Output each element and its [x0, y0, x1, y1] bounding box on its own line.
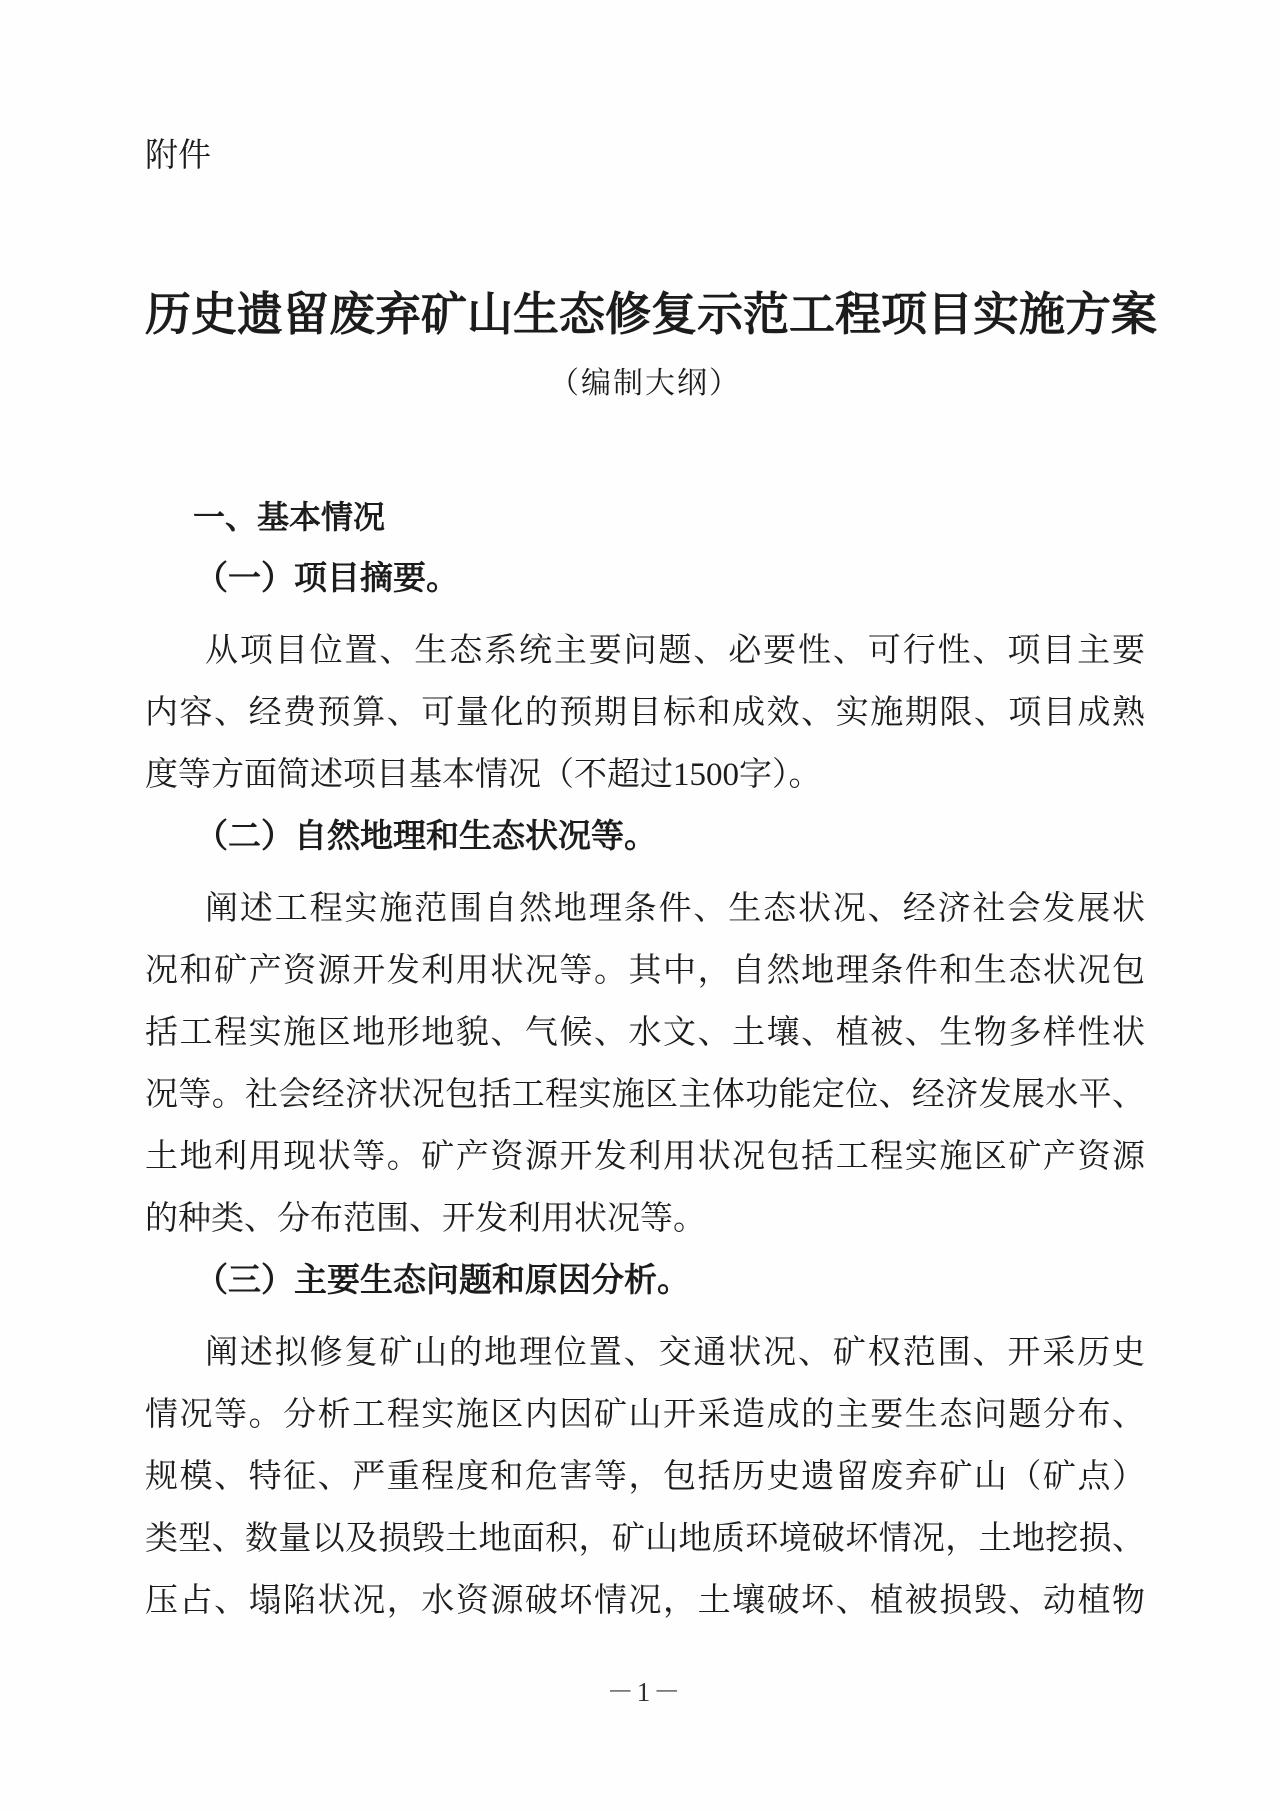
paragraph-geography-ecology: [145, 878, 1145, 1250]
subsection-heading-project-summary: （一）项目摘要。: [195, 561, 459, 597]
paragraph-line: 括工程实施区地形地貌、气候、水文、土壤、植被、生物多样性状: [145, 1015, 1145, 1051]
paragraph-project-summary: [145, 620, 1145, 806]
paragraph-line: 况和矿产资源开发利用状况等。其中，自然地理条件和生态状况包: [145, 953, 1145, 989]
paragraph-line: 的种类、分布范围、开发利用状况等。: [145, 1201, 706, 1237]
paragraph-line: 从项目位置、生态系统主要问题、必要性、可行性、项目主要: [205, 633, 1145, 669]
paragraph-line: 土地利用现状等。矿产资源开发利用状况包括工程实施区矿产资源: [145, 1139, 1145, 1175]
document-body: [145, 486, 1145, 1632]
attachment-label: 附件: [145, 138, 211, 174]
paragraph-line: 阐述拟修复矿山的地理位置、交通状况、矿权范围、开采历史: [205, 1335, 1145, 1371]
paragraph-line: 内容、经费预算、可量化的预期目标和成效、实施期限、项目成熟: [145, 695, 1145, 731]
paragraph-line: 度等方面简述项目基本情况（不超过1500字）。: [145, 757, 822, 793]
section-heading-basic-situation: 一、基本情况: [193, 499, 386, 535]
paragraph-ecological-problems: [145, 1322, 1145, 1632]
paragraph-line: 况等。社会经济状况包括工程实施区主体功能定位、经济发展水平、: [145, 1077, 1145, 1113]
document-title: 历史遗留废弃矿山生态修复示范工程项目实施方案: [145, 289, 1157, 340]
paragraph-line: 压占、塌陷状况，水资源破坏情况，土壤破坏、植被损毁、动植物: [145, 1583, 1145, 1619]
paragraph-line: 情况等。分析工程实施区内因矿山开采造成的主要生态问题分布、: [145, 1397, 1145, 1433]
document-subtitle: （编制大纲）: [549, 367, 741, 400]
subsection-heading-geography-ecology: （二）自然地理和生态状况等。: [195, 819, 657, 855]
paragraph-line: 类型、数量以及损毁土地面积，矿山地质环境破坏情况，土地挖损、: [145, 1521, 1145, 1557]
page-number: －1－: [606, 1677, 684, 1707]
paragraph-line: 阐述工程实施范围自然地理条件、生态状况、经济社会发展状: [205, 891, 1145, 927]
subsection-heading-ecological-problems: （三）主要生态问题和原因分析。: [195, 1263, 690, 1299]
paragraph-line: 规模、特征、严重程度和危害等，包括历史遗留废弃矿山（矿点）: [145, 1459, 1145, 1495]
